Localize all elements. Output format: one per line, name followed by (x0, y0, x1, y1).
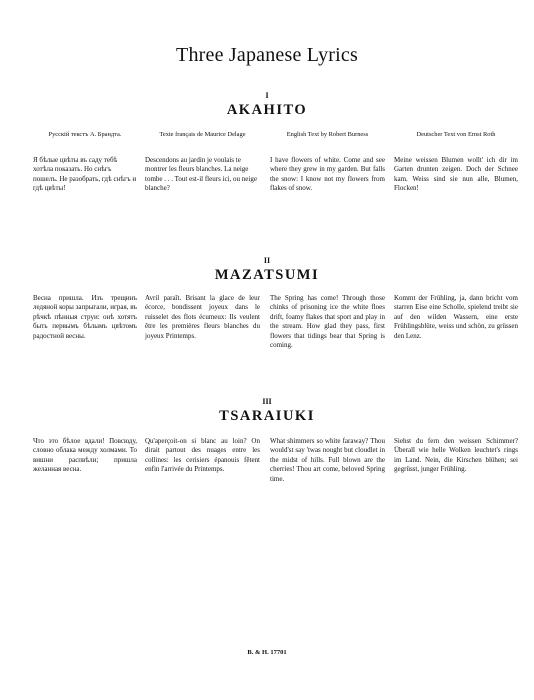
section-title-tsaraiuki: TSARAIUKI (219, 408, 315, 424)
russian-translator-header: Русскій текстъ А. Брандта. (48, 131, 122, 138)
page-title: Three Japanese Lyrics (176, 44, 358, 66)
french-translator-header: Texte français de Maurice Delage (159, 131, 246, 138)
akahito-russian-text: Я бѣлые цвѣты въ саду тебѣ хотѣла показать. Но снѣгъ пошелъ. Не разобрать, гдѣ снѣгъ и гдѣ цвѣты! (33, 156, 137, 193)
english-translator-header: English Text by Robert Burness (286, 131, 369, 138)
section-numeral-1: I (265, 91, 269, 100)
section-numeral-2: II (263, 256, 271, 265)
mazatsumi-russian-text: Весна пришла. Изъ трещинъ ледяной коры запрыгали, играя, въ рѣчкѣ пѣнныя струи: онѣ хотятъ быть первымъ бѣлымъ цвѣтомъ радостной весны. (33, 294, 137, 340)
mazatsumi-french-text: Avril paraît. Brisant la glace de leur écorce, bondissent joyeux dans le ruisselet des flots écumeux: Ils veulent être les premières fleurs blanches du joyeux Printemps. (145, 294, 260, 340)
tsaraiuki-french-text: Qu'aperçoit-on si blanc au loin? On dirait partout des nuages entre les collines: les cerisiers épanouis fêtent enfin l'arrivée du Printemps. (145, 437, 260, 474)
tsaraiuki-german-text: Siehst du fern den weissen Schimmer? Überall wie helle Wolken leuchtet's rings im Land. Nein, die Kirschen blühen; sei gegrüsst, junger Frühling. (394, 437, 518, 474)
akahito-english-text: I have flowers of white. Come and see where they grew in my garden. But falls the snow: I know not my flowers from flakes of snow. (270, 156, 385, 193)
section-numeral-3: III (262, 397, 272, 406)
section-title-akahito: AKAHITO (226, 102, 308, 118)
mazatsumi-english-text: The Spring has come! Through those chinks of prisoning ice the white floes drift, foamy flakes that sport and play in the stream. How glad they pass, first flowers that tidings bear that Spring is coming. (270, 294, 385, 350)
german-translator-header: Deutscher Text von Ernst Roth (416, 131, 496, 138)
publisher-plate-number: B. & H. 17701 (247, 649, 287, 656)
akahito-german-text: Meine weissen Blumen wollt' ich dir im Garten drunten zeigen. Doch der Schnee kam. Weiss sind sie nun alle, Blumen, Flocken! (394, 156, 518, 193)
section-title-mazatsumi: MAZATSUMI (214, 267, 320, 283)
tsaraiuki-english-text: What shimmers so white faraway? Thou would'st say 'twas nought but cloudlet in the midst of hills. Full blown are the cherries! Thou art come, beloved Spring time. (270, 437, 385, 483)
akahito-french-text: Descendons au jardin je voulais te montrer les fleurs blanches. La neige tombe . . . Tout est-il fleurs ici, ou neige blanche? (145, 156, 257, 193)
tsaraiuki-russian-text: Что это бѣлое вдали! Повсюду, словно облака между холмами. То вишни распвѣли; пришла желанная весна. (33, 437, 137, 474)
mazatsumi-german-text: Kommt der Frühling, ja, dann bricht vom starren Eise eine Scholle, spielend treibt sie auf den wilden Wassern, eine erste Frühlingsblüte, weiss und schön, zu grüssen den Lenz. (394, 294, 518, 340)
